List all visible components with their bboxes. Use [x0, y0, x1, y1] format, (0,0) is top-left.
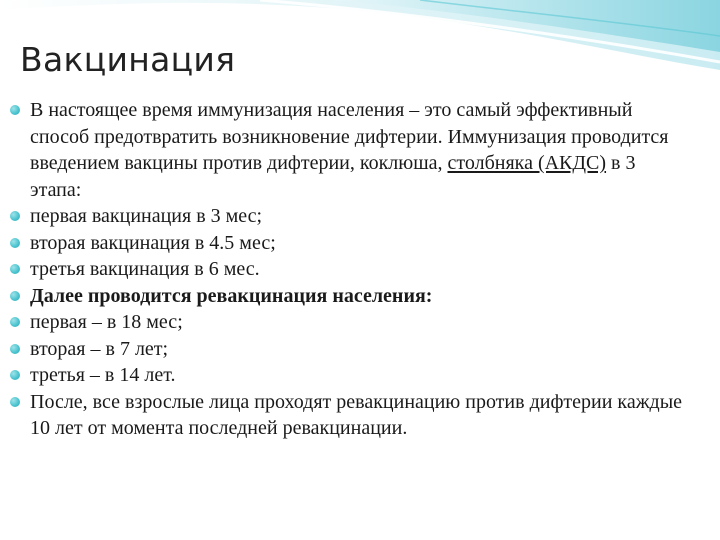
bullet-item-vaccination-2 — [30, 230, 690, 257]
bullet-dot-icon — [10, 264, 20, 274]
bullet-dot-icon — [10, 317, 20, 327]
bullet-item-intro — [30, 97, 690, 203]
bullet-text: первая – в 18 мес; — [30, 311, 183, 333]
bullet-dot-icon — [10, 370, 20, 380]
bullet-item-adult-revaccination — [30, 389, 690, 442]
bullet-text: третья – в 14 лет. — [30, 364, 176, 386]
bullet-text: третья вакцинация в 6 мес. — [30, 258, 260, 280]
bullet-item-revaccination-1 — [30, 309, 690, 336]
bullet-item-revaccination-2 — [30, 336, 690, 363]
bullet-text: в 3 этапа: — [30, 152, 636, 201]
bullet-dot-icon — [10, 344, 20, 354]
bullet-dot-icon — [10, 238, 20, 248]
bullet-dot-icon — [10, 211, 20, 221]
bullet-dot-icon — [10, 291, 20, 301]
underlined-term-link[interactable]: столбняка (АКДС) — [447, 152, 607, 174]
bullet-dot-icon — [10, 105, 20, 115]
bullet-item-revaccination-3 — [30, 362, 690, 389]
bullet-item-vaccination-1 — [30, 203, 690, 230]
bullet-text-bold: Далее проводится ревакцинация населения: — [30, 284, 433, 307]
bullet-item-revaccination-heading — [30, 283, 690, 310]
bullet-list — [30, 97, 690, 442]
bullet-text: вторая – в 7 лет; — [30, 337, 169, 360]
bullet-text: В настоящее время иммунизация населения – это самый эффективный способ предотвратить возникновение дифтерии. Иммунизация проводится введением вакцины против дифтерии, коклюша, — [30, 99, 669, 174]
bullet-text: вторая вакцинация в 4.5 мес; — [30, 231, 276, 254]
slide-title: Вакцинация — [20, 40, 236, 79]
bullet-text: первая вакцинация в 3 мес; — [30, 205, 263, 227]
bullet-text: После, все взрослые лица проходят ревакцинацию против дифтерии каждые 10 лет от момента последней ревакцинации. — [30, 390, 683, 439]
bullet-dot-icon — [10, 397, 20, 407]
bullet-item-vaccination-3 — [30, 256, 690, 283]
